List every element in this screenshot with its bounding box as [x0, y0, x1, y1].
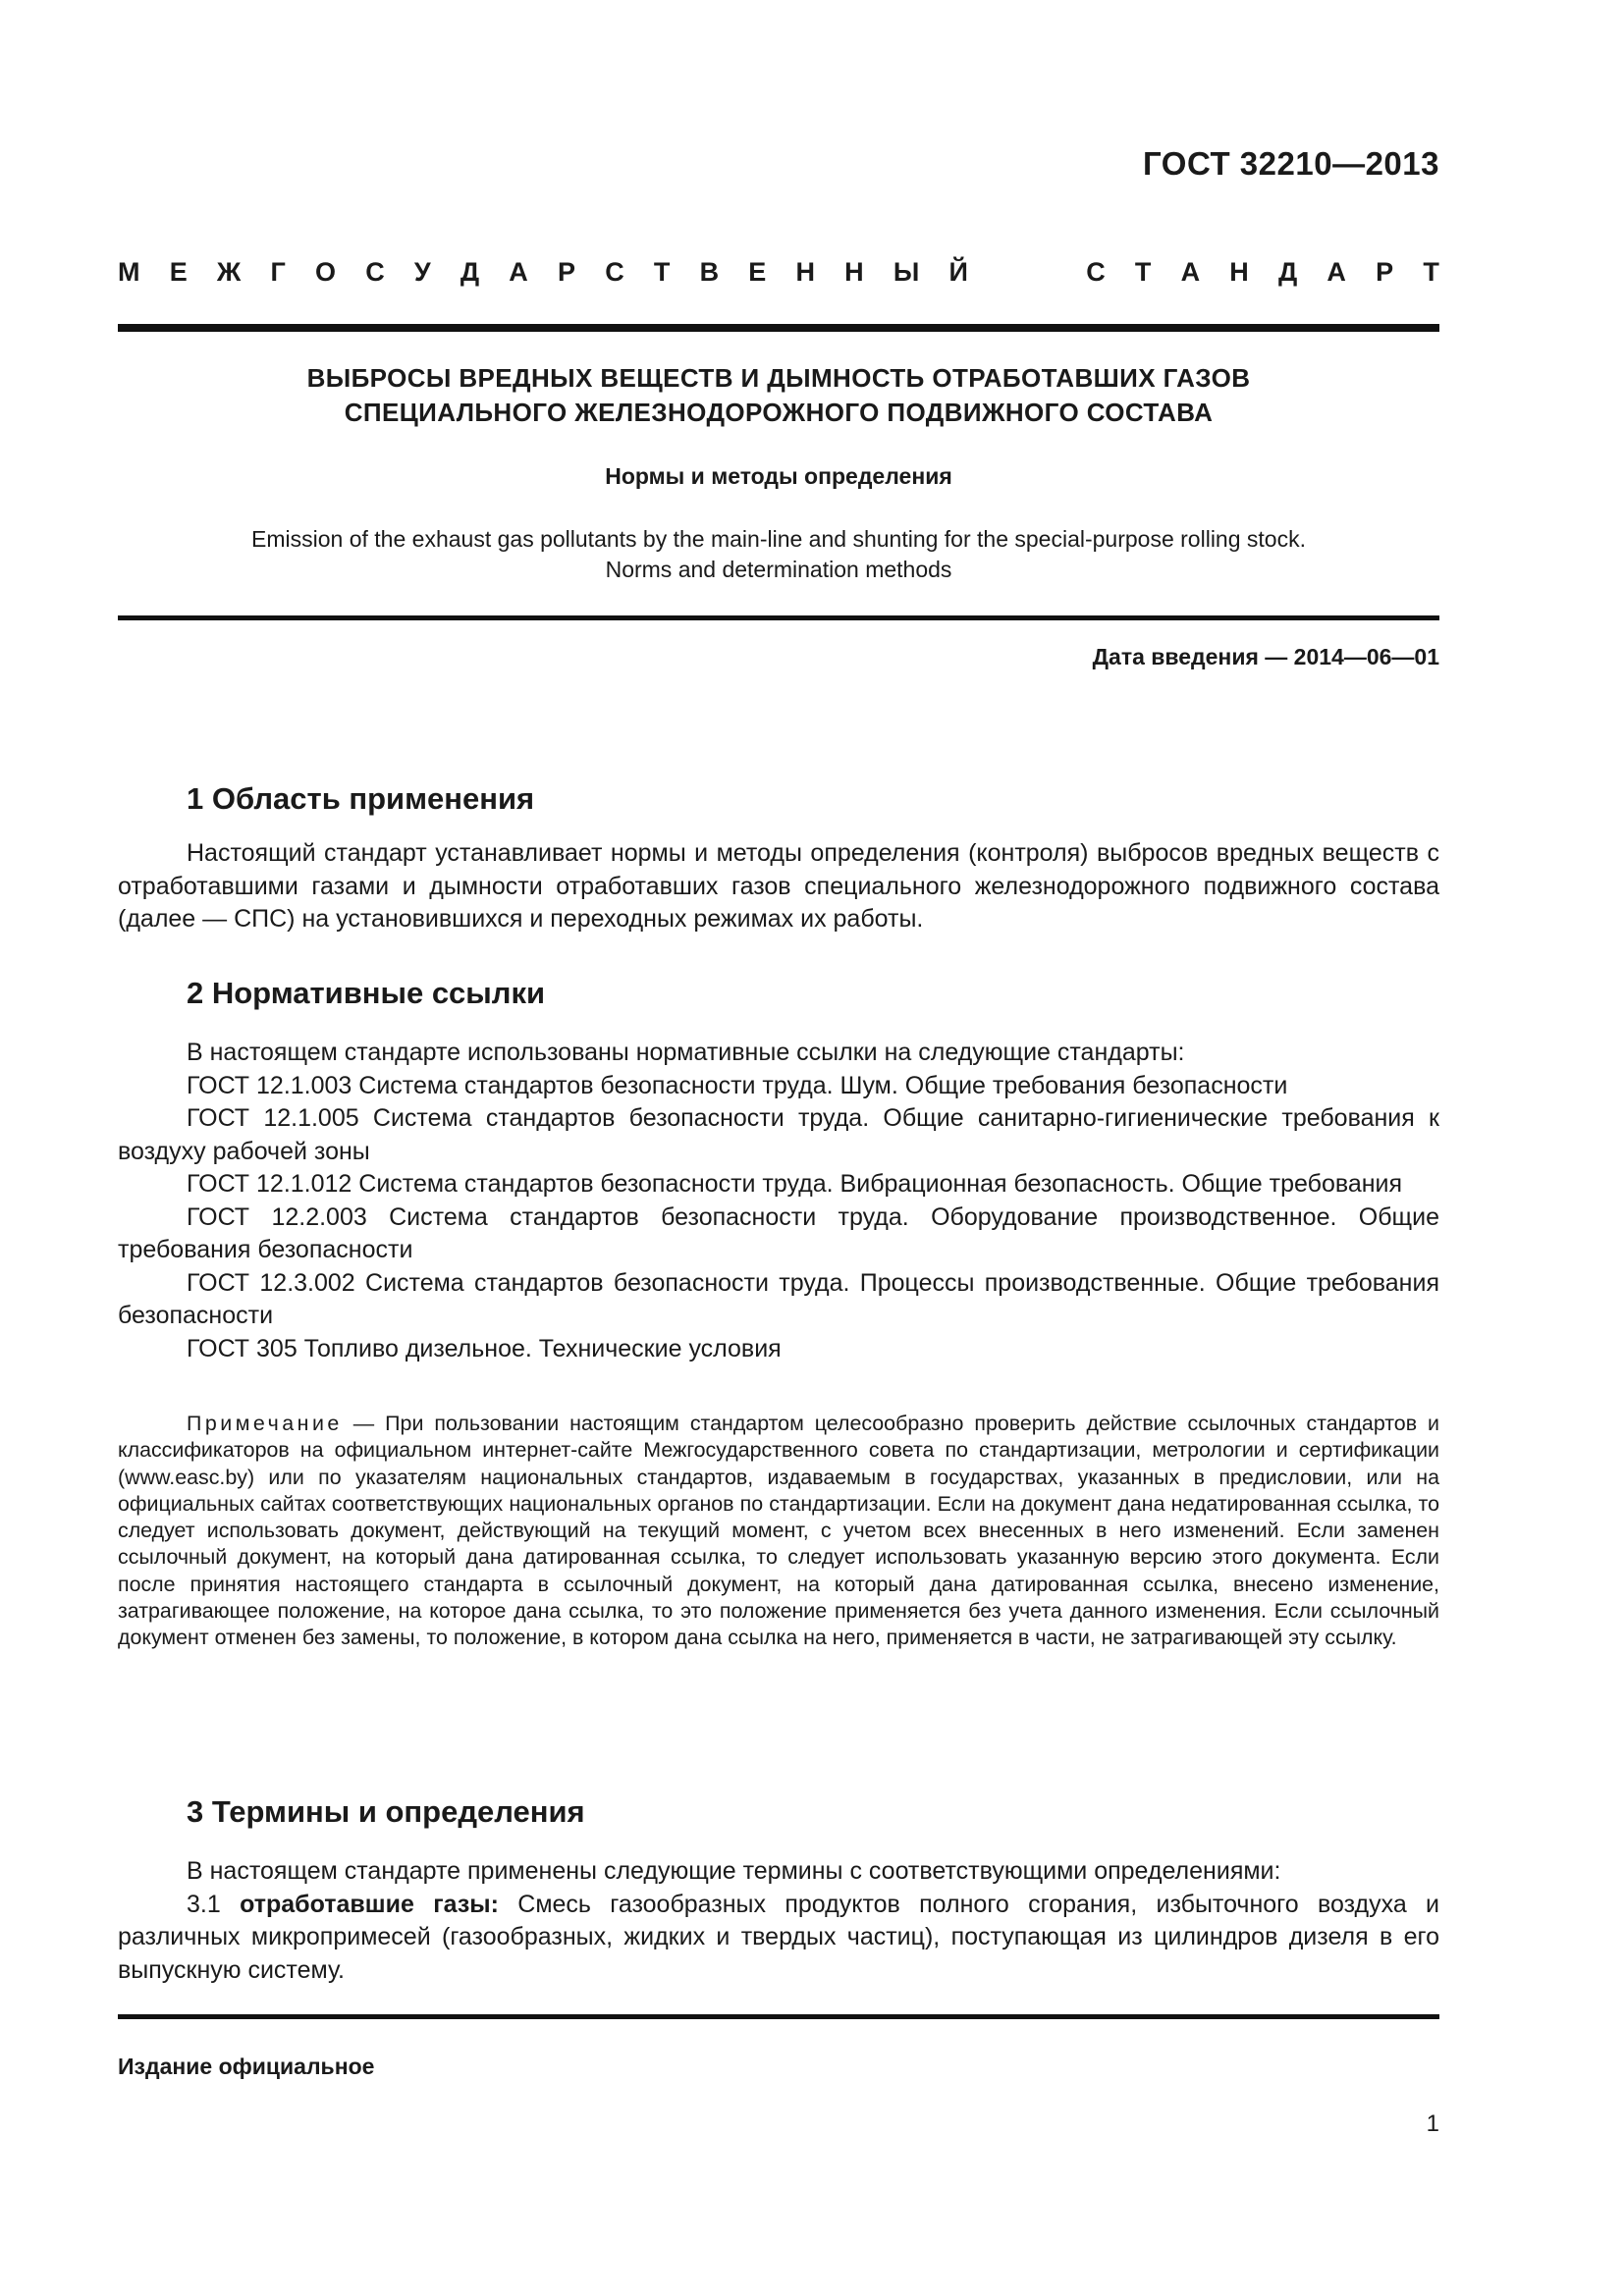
terms-and-definitions [118, 1855, 1439, 1987]
heading-letter: Г [270, 257, 286, 287]
heading-letter: У [413, 257, 431, 287]
note-text: — При пользовании настоящим стандартом целесообразно проверить действие ссылочных стандартов и классификаторов на официальном интернет-сайте Межгосударственного совета по стандартизации, метрологии и сертификации (www.easc.by) или по указателям национальных стандартов, издаваемым в государствах, указанных в предисловии, или на официальных сайтах соответствующих национальных органов по стандартизации. Если на документ дана недатированная ссылка, то следует использовать документ, действующий на текущий момент, с учетом всех внесенных в него изменений. Если заменен ссылочный документ, на который дана датированная ссылка, то следует использовать указанную версию этого документа. Если после принятия настоящего стандарта в ссылочный документ, на который дана датированная ссылка, внесено изменение, затрагивающее положение, на которое дана ссылка, то это положение применяется без учета данного изменения. Если ссылочный документ отменен без замены, то положение, в котором дана ссылка на него, применяется в части, не затрагивающей эту ссылку. [118, 1412, 1439, 1650]
heading-letter: С [605, 257, 624, 287]
term-name: отработавшие газы: [240, 1890, 499, 1918]
title-line-2: СПЕЦИАЛЬНОГО ЖЕЛЕЗНОДОРОЖНОГО ПОДВИЖНОГО СОСТАВА [344, 398, 1214, 427]
heading-letter: О [314, 257, 336, 287]
heading-letter: М [118, 257, 140, 287]
heading-letter: В [699, 257, 720, 287]
references-note [118, 1411, 1439, 1652]
heading-letter: А [509, 257, 528, 287]
heading-letter: Т [1134, 257, 1152, 287]
top-rule [118, 324, 1439, 332]
heading-letter: Т [1423, 257, 1439, 287]
reference-item: ГОСТ 12.2.003 Система стандартов безопасности труда. Оборудование производственное. Общие требования безопасности [118, 1202, 1439, 1263]
section-3-heading: 3 Термины и определения [187, 1794, 585, 1829]
heading-letter: Н [1229, 257, 1249, 287]
term-definition: Смесь газообразных продуктов полного сгорания, избыточного воздуха и различных микропримесей (газообразных, жидких и твердых частиц), поступающая из цилиндров дизеля в его выпускную систему. [118, 1890, 1440, 1984]
heading-letter: Д [460, 257, 480, 287]
reference-item: ГОСТ 12.3.002 Система стандартов безопасности труда. Процессы производственные. Общие требования безопасности [118, 1268, 1439, 1329]
references-intro: В настоящем стандарте использованы нормативные ссылки на следующие стандарты: [187, 1039, 1185, 1066]
introduction-date: Дата введения — 2014—06—01 [1092, 644, 1439, 669]
page-number: 1 [1426, 2110, 1439, 2137]
heading-letter: А [1180, 257, 1201, 287]
term-entry [118, 1889, 1439, 1988]
heading-letter: С [365, 257, 385, 287]
reference-item: ГОСТ 12.1.012 Система стандартов безопасности труда. Вибрационная безопасность. Общие требования [187, 1170, 1403, 1198]
heading-letter: Н [795, 257, 815, 287]
term-number: 3.1 [187, 1890, 241, 1918]
terms-intro: В настоящем стандарте применены следующие термины с соответствующими определениями: [187, 1857, 1281, 1885]
heading-letter: Р [557, 257, 575, 287]
section-1-heading: 1 Область применения [187, 781, 535, 816]
standard-number: ГОСТ 32210—2013 [1143, 145, 1439, 182]
english-title-line-2: Norms and determination methods [605, 557, 952, 582]
bottom-rule [118, 2014, 1439, 2019]
heading-letter: Й [948, 257, 968, 287]
heading-letter: Н [844, 257, 864, 287]
english-title-line-1: Emission of the exhaust gas pollutants by the main-line and shunting for the special-purpose rolling stock. [251, 526, 1306, 552]
reference-item: ГОСТ 12.1.003 Система стандартов безопасности труда. Шум. Общие требования безопасности [187, 1071, 1288, 1099]
heading-letter: А [1326, 257, 1346, 287]
heading-letter: Е [169, 257, 188, 287]
heading-letter: Ж [216, 257, 242, 287]
document-subtitle: Нормы и методы определения [605, 463, 952, 489]
document-title [118, 361, 1439, 430]
heading-letter: Т [653, 257, 671, 287]
official-edition-label: Издание официальное [118, 2054, 375, 2079]
heading-letter: Е [748, 257, 767, 287]
heading-letter: Ы [893, 257, 920, 287]
middle-rule [118, 615, 1439, 620]
normative-references [118, 1037, 1439, 1365]
title-line-1: ВЫБРОСЫ ВРЕДНЫХ ВЕЩЕСТВ И ДЫМНОСТЬ ОТРАБОТАВШИХ ГАЗОВ [306, 363, 1251, 393]
heading-letter: Д [1277, 257, 1298, 287]
standard-kind-heading [118, 257, 1439, 288]
reference-item: ГОСТ 12.1.005 Система стандартов безопасности труда. Общие санитарно-гигиенические требования к воздуху рабочей зоны [118, 1104, 1439, 1165]
section-2-heading: 2 Нормативные ссылки [187, 976, 546, 1010]
heading-letter: С [1086, 257, 1106, 287]
reference-item: ГОСТ 305 Топливо дизельное. Технические условия [187, 1334, 782, 1362]
heading-letter: Р [1376, 257, 1394, 287]
note-label: Примечание [187, 1412, 343, 1435]
section-1-text: Настоящий стандарт устанавливает нормы и методы определения (контроля) выбросов вредных веществ с отработавшими газами и дымности отработавших газов специального железнодорожного подвижного состава (далее — СПС) на установившихся и переходных режимах их работы. [118, 839, 1439, 933]
english-title [118, 524, 1439, 585]
heading-word-gap [998, 257, 1056, 288]
